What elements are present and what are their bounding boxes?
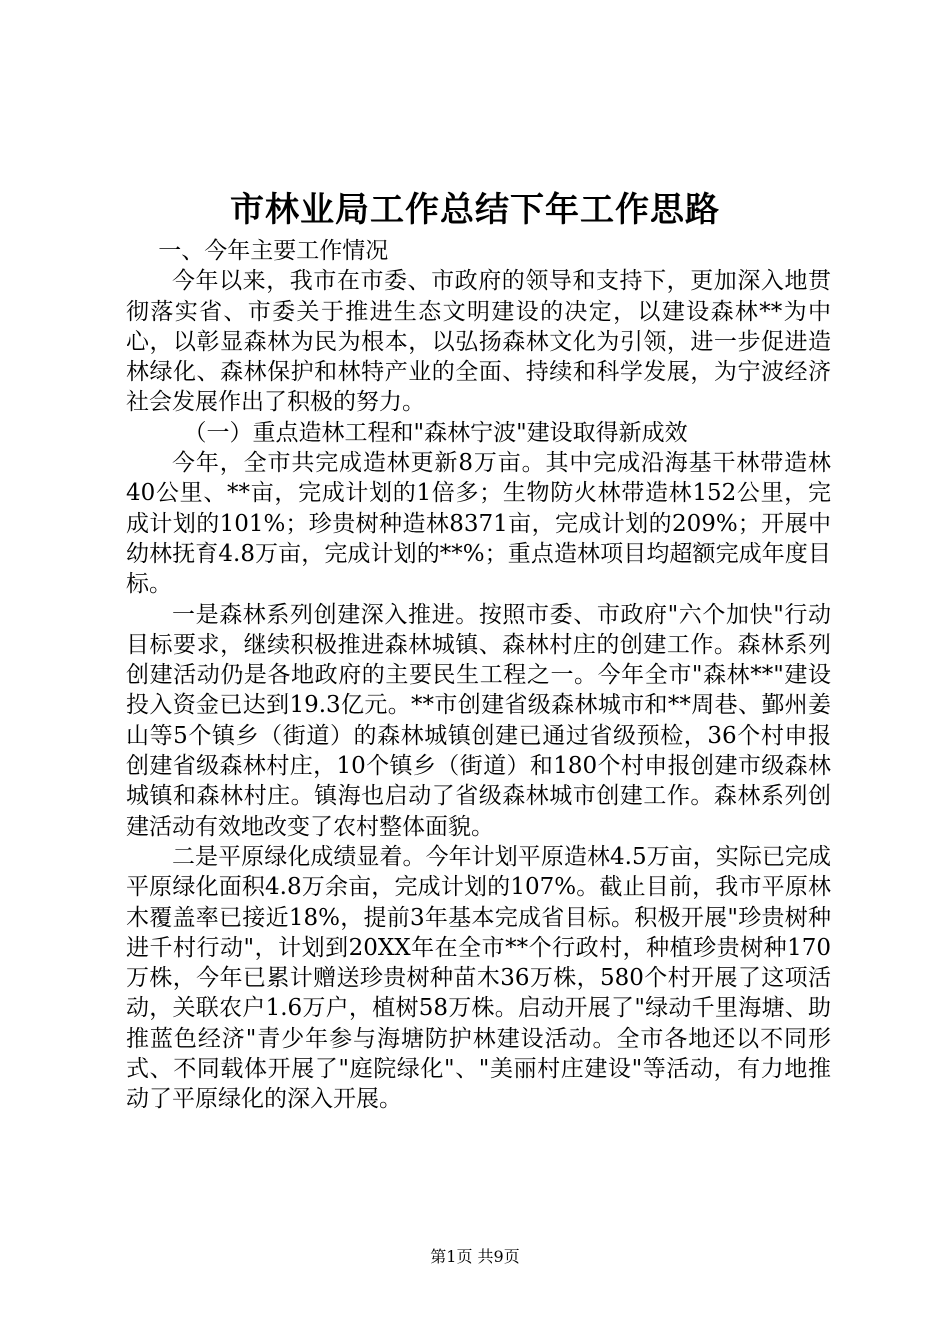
document-title: 市林业局工作总结下年工作思路	[230, 190, 720, 230]
section-heading: 一、今年主要工作情况	[158, 238, 389, 264]
paragraph-plain-greening: 二是平原绿化成绩显着。今年计划平原造林4.5万亩，实际已完成平原绿化面积4.8万余亩，完成计划的107%。截止目前，我市平原林木覆盖率已接近18%，提前3年基本完成省目标。积极开展"珍贵树种进千村行动"，计划到20XX年在全市**个行政村，种植珍贵树种170万株，今年已累计赠送珍贵树种苗木36万株，580个村开展了这项活动，关联农户1.6万户，植树58万株。启动开展了"绿动千里海塘、助推蓝色经济"青少年参与海塘防护林建设活动。全市各地还以不同形式、不同载体开展了"庭院绿化"、"美丽村庄建设"等活动，有力地推动了平原绿化的深入开展。	[126, 843, 831, 1113]
paragraph-forest-creation: 一是森林系列创建深入推进。按照市委、市政府"六个加快"行动目标要求，继续积极推进森林城镇、森林村庄的创建工作。森林系列创建活动仍是各地政府的主要民生工程之一。今年全市"森林**"建设投入资金已达到19.3亿元。**市创建省级森林城市和**周巷、鄞州姜山等5个镇乡（街道）的森林城镇创建已通过省级预检，36个村申报创建省级森林村庄，10个镇乡（街道）和180个村申报创建市级森林城镇和森林村庄。镇海也启动了省级森林城市创建工作。森林系列创建活动有效地改变了农村整体面貌。	[126, 601, 831, 840]
document-body	[126, 236, 831, 1115]
subsection-heading: （一）重点造林工程和"森林宁波"建设取得新成效	[183, 419, 688, 446]
page-number: 第1页 共9页	[430, 1247, 520, 1266]
paragraph-intro: 今年以来，我市在市委、市政府的领导和支持下，更加深入地贯彻落实省、市委关于推进生态文明建设的决定，以建设森林**为中心，以彰显森林为民为根本，以弘扬森林文化为引领，进一步促进造林绿化、森林保护和林特产业的全面、持续和科学发展，为宁波经济社会发展作出了积极的努力。	[126, 268, 831, 416]
paragraph-afforestation: 今年，全市共完成造林更新8万亩。其中完成沿海基干林带造林40公里、**亩，完成计划的1倍多；生物防火林带造林152公里，完成计划的101%；珍贵树种造林8371亩，完成计划的209%；开展中幼林抚育4.8万亩，完成计划的**%；重点造林项目均超额完成年度目标。	[126, 450, 831, 598]
